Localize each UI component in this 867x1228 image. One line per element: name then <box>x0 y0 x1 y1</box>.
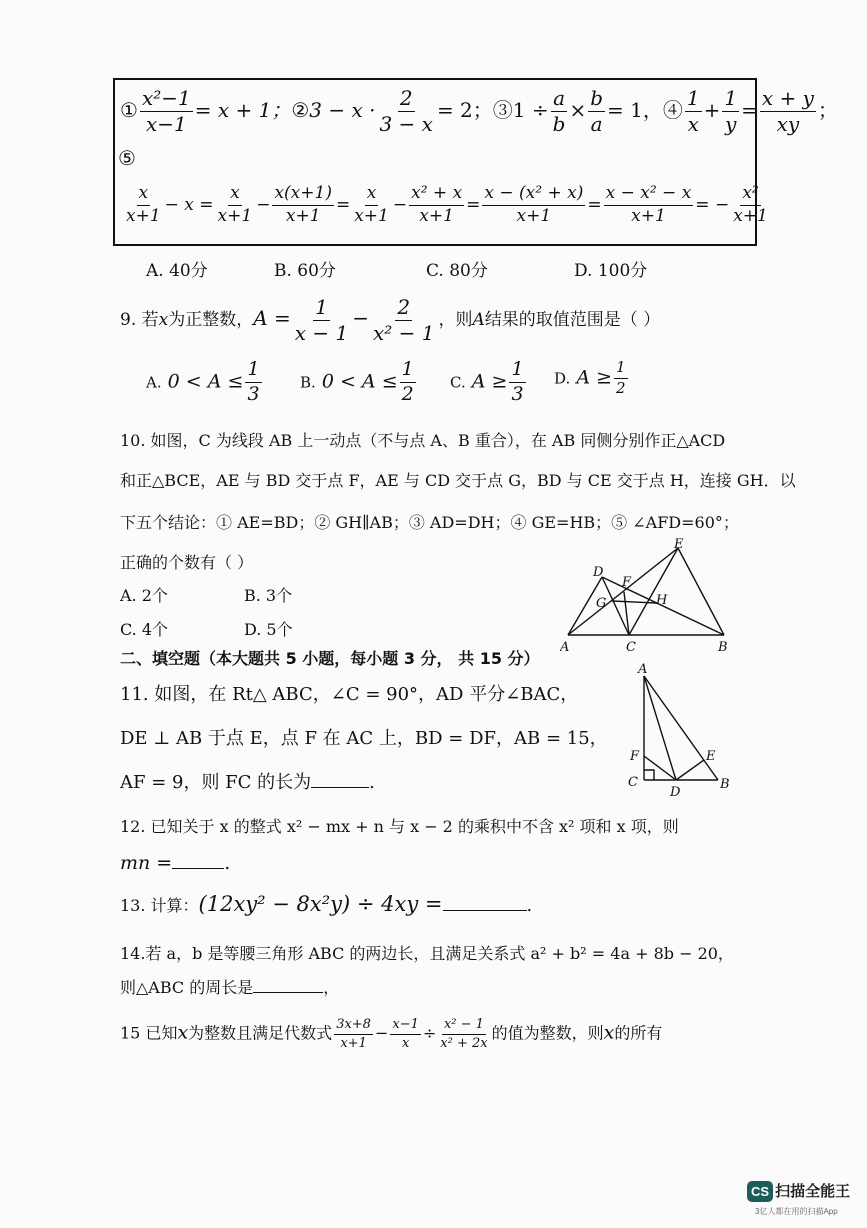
answer-blank[interactable] <box>311 787 369 788</box>
q10-figure <box>560 536 740 656</box>
box-line-1 <box>120 88 838 135</box>
q11-line-1: 11. 如图，在 Rt△ ABC，∠C = 90°，AD 平分∠BAC， <box>120 684 579 705</box>
punctuation: ； <box>817 98 838 122</box>
q11-line-2: DE ⊥ AB 于点 E，点 F 在 AC 上，BD = DF，AB = 15， <box>120 728 608 749</box>
label-d: D <box>593 565 604 580</box>
operator: = <box>741 98 758 122</box>
segment-ad <box>644 676 676 780</box>
fraction: $\frac{\text{x²−1}}{x-1}$ <box>141 86 191 136</box>
answer-blank[interactable] <box>253 992 323 993</box>
label-a: A <box>638 662 648 677</box>
operator: × <box>569 98 587 122</box>
label-g: G <box>596 596 607 611</box>
fraction: $\frac{2}{3 - x}$ <box>379 86 433 136</box>
label-c: C <box>626 640 636 655</box>
q14-line-2: 则△ABC 的周长是 ， <box>120 978 340 997</box>
cs-logo-icon: CS <box>747 1181 773 1202</box>
q10-line-2: 和正△BCE，AE 与 BD 交于点 F，AE 与 CD 交于点 G，BD 与 CE 交于点 H，连接 GH．以 <box>120 471 796 490</box>
label-e: E <box>706 749 716 764</box>
right-angle-mark <box>644 770 654 780</box>
q11-figure <box>622 660 742 800</box>
fraction: $\frac{a}{b}$ <box>552 86 566 136</box>
label-b: B <box>720 777 730 792</box>
scanner-app-name: 扫描全能王 <box>775 1183 851 1200</box>
q9-stem: 9. 若x为正整数，A = $\frac{1}{x - 1}$ − $\frac{2}{\text{x² − 1}}$ ，则A结果的取值范围是（ ） <box>120 295 661 345</box>
answer-blank[interactable] <box>172 868 224 869</box>
q11-line-3: AF = 9，则 FC 的长为 . <box>120 772 375 793</box>
segment-eb <box>678 548 724 635</box>
expression: = 2； <box>436 98 493 122</box>
q12-line-1: 12. 已知关于 x 的整式 x² − mx + n 与 x − 2 的乘积中不含 x² 项和 x 项，则 <box>120 817 679 836</box>
q14-line-1: 14.若 a，b 是等腰三角形 ABC 的两边长，且满足关系式 a² + b² = 4a + 8b − 20， <box>120 944 734 963</box>
label-c: C <box>628 775 638 790</box>
segment-ce <box>629 548 678 635</box>
fraction: $\frac{1}{x}$ <box>686 86 700 136</box>
scanner-logo <box>747 1180 850 1202</box>
box-line-3: $\frac{x}{x+1}$ − x = $\frac{x}{x+1}$ − $\frac{x(x+1)}{x+1}$ = $\frac{x}{x+1}$ − $\frac{\text{x² + x}}{x+1}$ = $\frac{\text{x − (x² + x)}}{x+1}$ = $\frac{\text{x − x² − x}}{x+1}$ = − $\frac{\text{x²}}{x+1}$ <box>126 183 768 226</box>
q10-line-1: 10. 如图，C 为线段 AB 上一动点（不与点 A、B 重合），在 AB 同侧分别作正△ACD <box>120 431 726 450</box>
q9-option-b[interactable]: B. 0 < A ≤ $\frac{1}{2}$ <box>300 358 414 405</box>
expression: 1 ÷ <box>512 98 549 122</box>
fraction: $\frac{x + y}{xy}$ <box>761 86 814 136</box>
segment-gh <box>612 601 656 603</box>
q15: 15 已知x为整数且满足代数式 $\frac{3x+8}{x+1}$ − $\frac{x-1}{x}$ ÷ $\frac{\text{x² − 1}}{\text{x² + 2x}}$ 的值为整数，则x的所有 <box>120 1017 663 1051</box>
label-h: H <box>656 593 668 608</box>
label-e: E <box>674 537 684 552</box>
q9-option-c[interactable]: C. A ≥ $\frac{1}{3}$ <box>450 358 524 405</box>
q9-option-d[interactable]: D. A ≥ $\frac{1}{2}$ <box>554 358 626 397</box>
q8-option-a[interactable]: A. 40分 <box>146 261 208 281</box>
item-marker: ① <box>120 98 138 122</box>
q8-option-d[interactable]: D. 100分 <box>574 261 648 281</box>
label-f: F <box>630 749 640 764</box>
q8-option-b[interactable]: B. 60分 <box>274 261 336 281</box>
scanner-tagline: 3亿人都在用的扫描App <box>755 1207 838 1216</box>
fraction: $\frac{1}{y}$ <box>724 86 738 136</box>
fraction: $\frac{b}{a}$ <box>590 86 604 136</box>
label-b: B <box>718 640 728 655</box>
q10-line-3: 下五个结论：① AE=BD；② GH∥AB；③ AD=DH；④ GE=HB；⑤ ∠AFD=60°； <box>120 513 739 532</box>
operator: + <box>703 98 721 122</box>
q10-option-d[interactable]: D. 5个 <box>244 620 293 639</box>
section-heading: 二、填空题（本大题共 5 小题，每小题 3 分， 共 15 分） <box>120 649 540 668</box>
q10-option-c[interactable]: C. 4个 <box>120 620 169 639</box>
segment-de <box>676 760 704 780</box>
q12-line-2: mn = . <box>120 852 231 874</box>
item-marker: ③ <box>492 98 513 122</box>
expression: 3 − x · <box>309 98 376 122</box>
q8-option-c[interactable]: C. 80分 <box>426 261 488 281</box>
q10-option-a[interactable]: A. 2个 <box>120 586 168 605</box>
label-f: F <box>622 575 632 590</box>
label-d: D <box>670 785 681 800</box>
item-marker: ④ <box>662 98 683 122</box>
q10-option-b[interactable]: B. 3个 <box>244 586 293 605</box>
q9-option-a[interactable]: A. 0 < A ≤ $\frac{1}{3}$ <box>146 358 260 405</box>
q13: 13. 计算：(12xy² − 8x²y) ÷ 4xy = . <box>120 892 533 916</box>
item-marker: ② <box>291 98 310 122</box>
expression: = x + 1； <box>194 98 292 122</box>
expression: = 1， <box>607 98 663 122</box>
q10-line-4: 正确的个数有（ ） <box>120 553 254 572</box>
answer-blank[interactable] <box>443 910 527 911</box>
box-line-2: ⑤ <box>118 146 136 170</box>
label-a: A <box>560 640 570 655</box>
segment-fd <box>644 756 676 780</box>
